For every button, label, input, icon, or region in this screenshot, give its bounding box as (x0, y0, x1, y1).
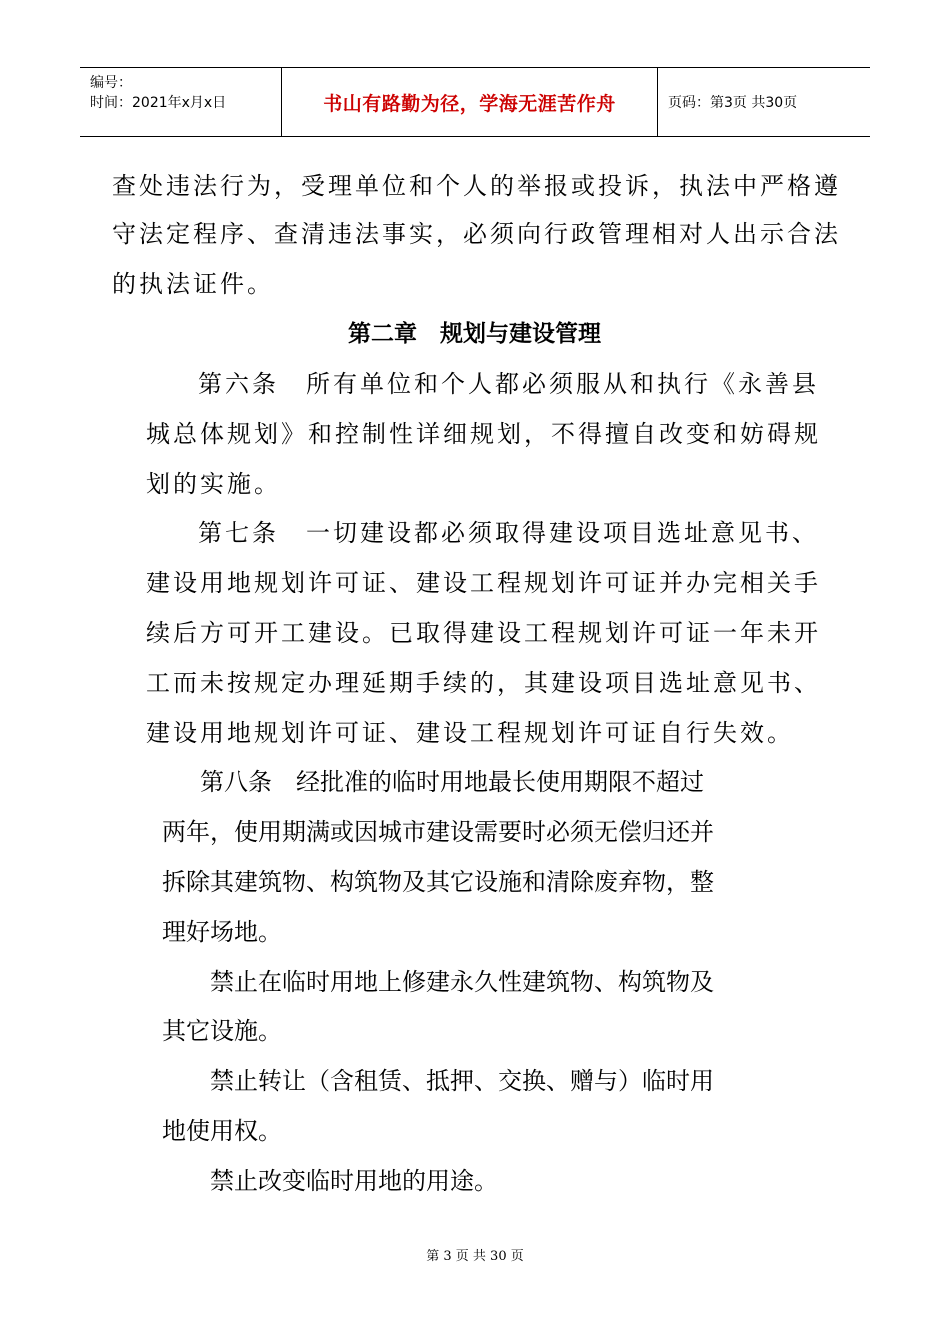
body-line: 两年，使用期满或因城市建设需要时必须无偿归还并 (162, 818, 714, 846)
body-line: 禁止在临时用地上修建永久性建筑物、构筑物及 (210, 968, 714, 996)
body-line: 地使用权。 (162, 1117, 282, 1145)
body-line: 建设用地规划许可证、建设工程规划许可证并办完相关手 (146, 569, 821, 597)
body-line: 第六条 所有单位和个人都必须服从和执行《永善县 (198, 370, 819, 398)
body-line: 续后方可开工建设。已取得建设工程规划许可证一年未开 (146, 619, 821, 647)
body-line: 理好场地。 (162, 918, 282, 946)
page-footer: 第 3 页 共 30 页 (426, 1249, 524, 1264)
document-number-label: 编号： (90, 75, 132, 91)
document-date: 时间：2021年x月x日 (90, 95, 227, 111)
header-meta (80, 68, 282, 136)
body-line: 禁止转让（含租赁、抵押、交换、赠与）临时用 (210, 1067, 714, 1095)
body-line: 工而未按规定办理延期手续的，其建设项目选址意见书、 (146, 669, 821, 697)
body-line: 拆除其建筑物、构筑物及其它设施和清除废弃物，整 (162, 868, 714, 896)
body-line: 城总体规划》和控制性详细规划，不得擅自改变和妨碍规 (146, 420, 821, 448)
header-motto: 书山有路勤为径，学海无涯苦作舟 (282, 68, 658, 136)
body-line: 建设用地规划许可证、建设工程规划许可证自行失效。 (146, 719, 794, 747)
body-line: 第八条 经批准的临时用地最长使用期限不超过 (200, 768, 704, 796)
body-line: 划的实施。 (146, 470, 281, 498)
body-line: 其它设施。 (162, 1017, 282, 1045)
page-header (80, 67, 870, 137)
body-line: 的执法证件。 (112, 270, 274, 298)
body-line: 守法定程序、查清违法事实，必须向行政管理相对人出示合法 (112, 220, 841, 248)
body-line: 禁止改变临时用地的用途。 (210, 1167, 498, 1195)
chapter-title: 第二章 规划与建设管理 (348, 321, 601, 347)
header-page-info: 页码：第3页 共30页 (668, 95, 798, 111)
body-line: 查处违法行为，受理单位和个人的举报或投诉，执法中严格遵 (112, 172, 841, 200)
body-line: 第七条 一切建设都必须取得建设项目选址意见书、 (198, 519, 819, 547)
